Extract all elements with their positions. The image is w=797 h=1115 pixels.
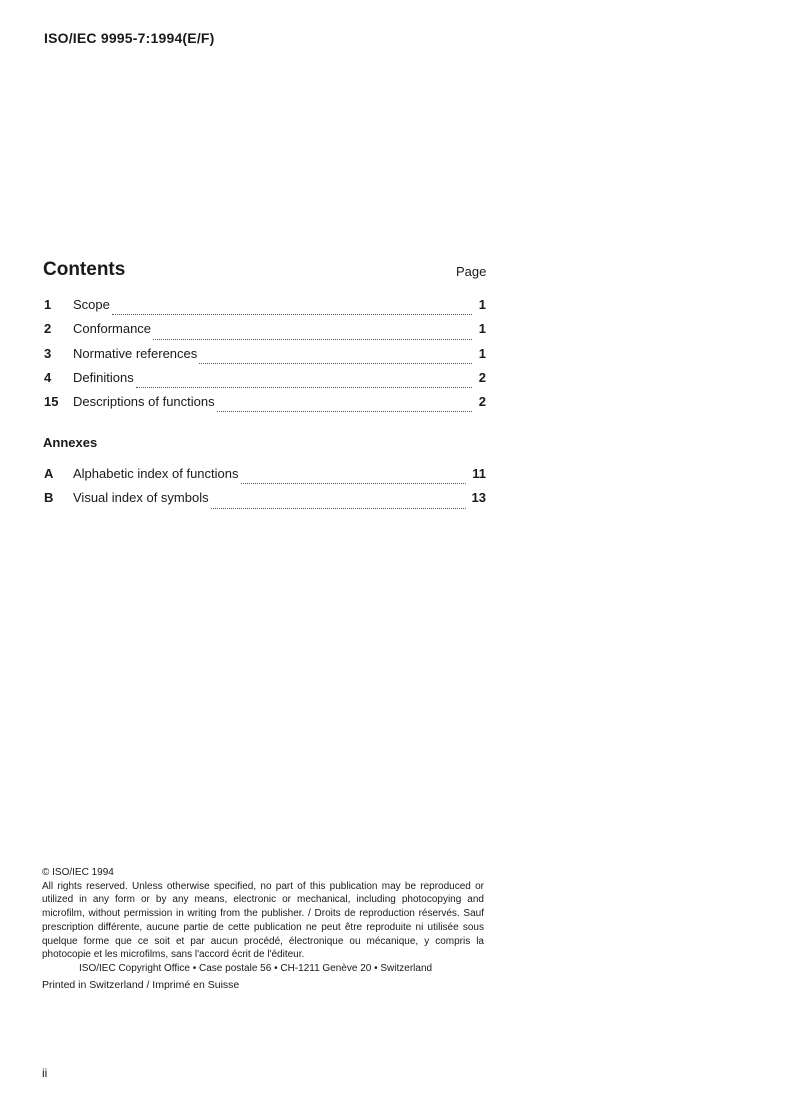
dot-leader	[211, 507, 466, 509]
copyright-block	[42, 866, 484, 992]
copyright-office-address: ISO/IEC Copyright Office • Case postale 56 • CH-1211 Genève 20 • Switzerland	[79, 962, 433, 974]
dot-leader	[112, 313, 472, 315]
toc-entry-page: 2	[478, 369, 486, 385]
dot-leader	[153, 338, 472, 340]
toc-entry-page: 13	[471, 490, 486, 506]
toc-entry-title: Alphabetic index of functions	[73, 466, 239, 481]
toc-entry-number: 3	[44, 345, 52, 361]
annex-list	[44, 466, 486, 515]
toc-entry-descriptions-of-functions[interactable]	[44, 394, 486, 418]
document-id-header: ISO/IEC 9995-7:1994(E/F)	[44, 30, 215, 46]
toc-entry-title: Scope	[73, 297, 110, 312]
toc-entry-annex-b[interactable]	[44, 490, 486, 514]
toc-entry-scope[interactable]	[44, 297, 486, 321]
toc-entry-title: Conformance	[73, 321, 152, 337]
toc-entry-page: 11	[472, 466, 486, 481]
toc-list	[44, 297, 486, 418]
toc-entry-annex-a[interactable]	[44, 466, 486, 490]
toc-entry-definitions[interactable]	[44, 370, 486, 394]
contents-heading: Contents	[43, 259, 126, 280]
dot-leader	[241, 482, 467, 484]
toc-entry-title: Normative references	[73, 345, 198, 361]
annexes-heading: Annexes	[43, 435, 98, 450]
toc-entry-page: 2	[478, 394, 486, 410]
toc-entry-number: 4	[44, 369, 52, 385]
toc-entry-number: 15	[44, 394, 59, 410]
toc-entry-number: A	[44, 466, 54, 481]
dot-leader	[199, 362, 472, 364]
rights-notice: All rights reserved. Unless otherwise specified, no part of this publication may be reproduced or utilized in any form or by any means, electronic or mechanical, including photocopying and microfilm, without permission in writing from the publisher. / Droits de reproduction réservés. Sauf prescription différente, aucune partie de cette publication ne peut être reproduite ni utilisée sous quelque forme que ce soit et par aucun procédé, électronique ou mécanique, y compris la photocopie et les microfilms, sans l'accord écrit de l'éditeur.	[42, 880, 484, 961]
toc-entry-page: 1	[478, 345, 486, 361]
toc-entry-page: 1	[478, 297, 486, 312]
toc-entry-title: Definitions	[73, 369, 134, 385]
toc-entry-title: Visual index of symbols	[73, 490, 209, 506]
toc-entry-number: B	[44, 490, 54, 506]
dot-leader	[136, 386, 472, 388]
page-number: ii	[42, 1066, 48, 1080]
printed-in-notice: Printed in Switzerland / Imprimé en Suisse	[42, 978, 240, 991]
toc-entry-conformance[interactable]	[44, 321, 486, 345]
toc-entry-title: Descriptions of functions	[73, 394, 215, 410]
toc-entry-number: 1	[44, 297, 52, 312]
toc-entry-number: 2	[44, 321, 52, 337]
copyright-line: © ISO/IEC 1994	[42, 867, 114, 878]
toc-entry-page: 1	[478, 321, 486, 337]
toc-entry-normative-references[interactable]	[44, 346, 486, 370]
dot-leader	[217, 410, 472, 412]
page-column-label: Page	[456, 264, 487, 279]
